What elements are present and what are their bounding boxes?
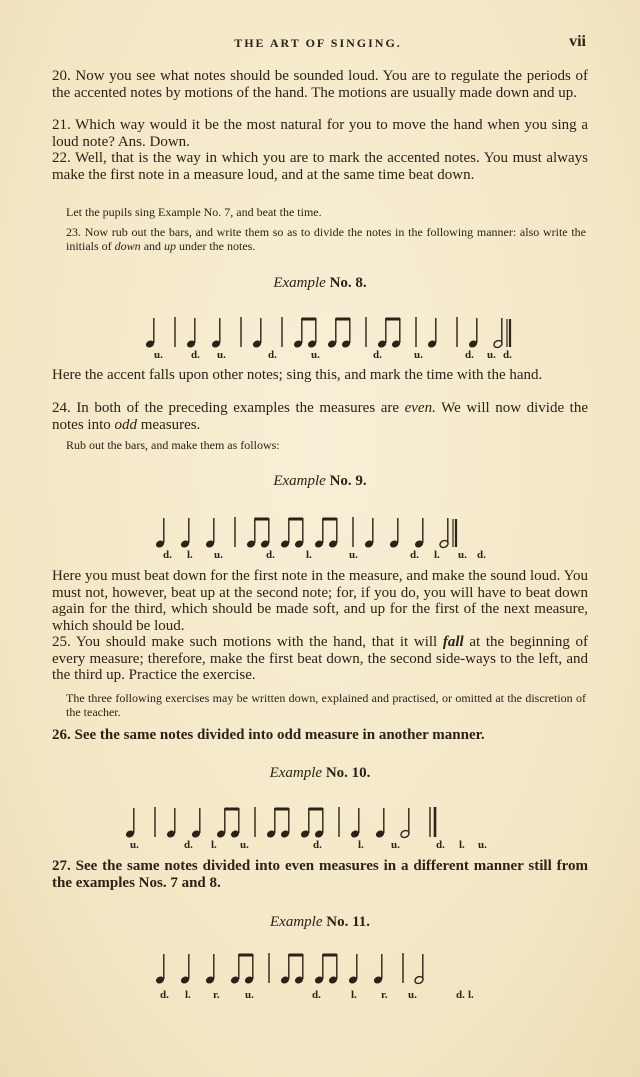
syllable-label: u.	[458, 549, 467, 561]
syllable-label: l.	[434, 549, 440, 561]
paragraph-20: 20. Now you see what notes should be sounded loud. You are to regulate the periods of the accented notes by motions of the hand. The motions are usually made down and up.	[52, 68, 588, 101]
syllable-label: u.	[414, 349, 423, 361]
syllable-label: r.	[381, 989, 388, 1001]
syllable-label: u.	[154, 349, 163, 361]
syllable-label: d.	[477, 549, 486, 561]
syllable-label: l.	[459, 839, 465, 851]
syllable-label: l.	[351, 989, 357, 1001]
example-9-title: Example No. 9.	[273, 473, 367, 489]
paragraph-beat: Here you must beat down for the first note in the measure, and make the sound loud. You must not, however, beat up at the second note; for, if you do, you will have to beat down again for the third, which should be made soft, and up for the first of the next measure, which should be loud.	[52, 568, 588, 634]
paragraph-25: 25. You should make such motions with the hand, that it will fall at the beginning of every measure; therefore, make the first beat down, the second side-ways to the left, and the third up. Practice the exercise.	[52, 634, 588, 684]
example-11-title: Example No. 11.	[270, 914, 370, 930]
syllable-label: u.	[349, 549, 358, 561]
syllable-label: d.	[465, 349, 474, 361]
syllable-label: d.	[163, 549, 172, 561]
example-10-rhythm	[0, 790, 640, 850]
running-header	[48, 33, 588, 54]
syllable-label: d.	[436, 839, 445, 851]
paragraph-24: 24. In both of the preceding examples the measures are even. We will now divide the notes into odd measures.	[52, 400, 588, 433]
syllable-label: u.	[245, 989, 254, 1001]
syllable-label: l.	[468, 989, 474, 1001]
syllable-label: d.	[160, 989, 169, 1001]
syllable-label: d.	[313, 839, 322, 851]
syllable-label: u.	[478, 839, 487, 851]
syllable-label: u.	[130, 839, 139, 851]
syllable-label: u.	[408, 989, 417, 1001]
example-9-rhythm	[0, 500, 640, 560]
paragraph-26: 26. See the same notes divided into odd measure in another manner.	[52, 727, 485, 743]
syllable-label: l.	[306, 549, 312, 561]
syllable-label: d.	[268, 349, 277, 361]
syllable-label: l.	[187, 549, 193, 561]
paragraph-22: 22. Well, that is the way in which you are to mark the accented notes. You must always make the first note in a measure loud, and at the same time beat down.	[52, 150, 588, 183]
syllable-label: r.	[213, 989, 220, 1001]
syllable-label: u.	[217, 349, 226, 361]
syllable-label: l.	[358, 839, 364, 851]
syllable-label: d.	[503, 349, 512, 361]
instruction-three: The three following exercises may be written down, explained and practised, or omitted at the discretion of the teacher.	[66, 691, 586, 719]
paragraph-21: 21. Which way would it be the most natural for you to move the hand when you sing a loud note? Ans. Down.	[52, 117, 588, 150]
syllable-label: d.	[410, 549, 419, 561]
page-number: vii	[569, 33, 586, 50]
instruction-rub: Rub out the bars, and make them as follows:	[66, 438, 280, 452]
syllable-label: d.	[266, 549, 275, 561]
running-title: THE ART OF SINGING.	[234, 36, 402, 50]
syllable-label: u.	[311, 349, 320, 361]
syllable-label: u.	[391, 839, 400, 851]
syllable-label: d.	[456, 989, 465, 1001]
syllable-label: u.	[487, 349, 496, 361]
syllable-label: d.	[312, 989, 321, 1001]
syllable-label: d.	[184, 839, 193, 851]
paragraph-23: 23. Now rub out the bars, and write them so as to divide the notes in the following manner: also write the initials of down and up under the notes.	[66, 225, 586, 253]
syllable-label: u.	[214, 549, 223, 561]
syllable-label: u.	[240, 839, 249, 851]
paragraph-27: 27. See the same notes divided into even measures in a different manner still from the examples Nos. 7 and 8.	[52, 858, 588, 891]
syllable-label: d.	[191, 349, 200, 361]
paragraph-accent: Here the accent falls upon other notes; sing this, and mark the time with the hand.	[52, 367, 543, 383]
example-11-rhythm	[0, 940, 640, 1000]
instruction-sing: Let the pupils sing Example No. 7, and beat the time.	[66, 205, 322, 219]
syllable-label: l.	[185, 989, 191, 1001]
example-8-title: Example No. 8.	[273, 275, 367, 291]
example-8-rhythm	[0, 300, 640, 360]
syllable-label: d.	[373, 349, 382, 361]
example-10-title: Example No. 10.	[269, 765, 371, 781]
syllable-label: l.	[211, 839, 217, 851]
